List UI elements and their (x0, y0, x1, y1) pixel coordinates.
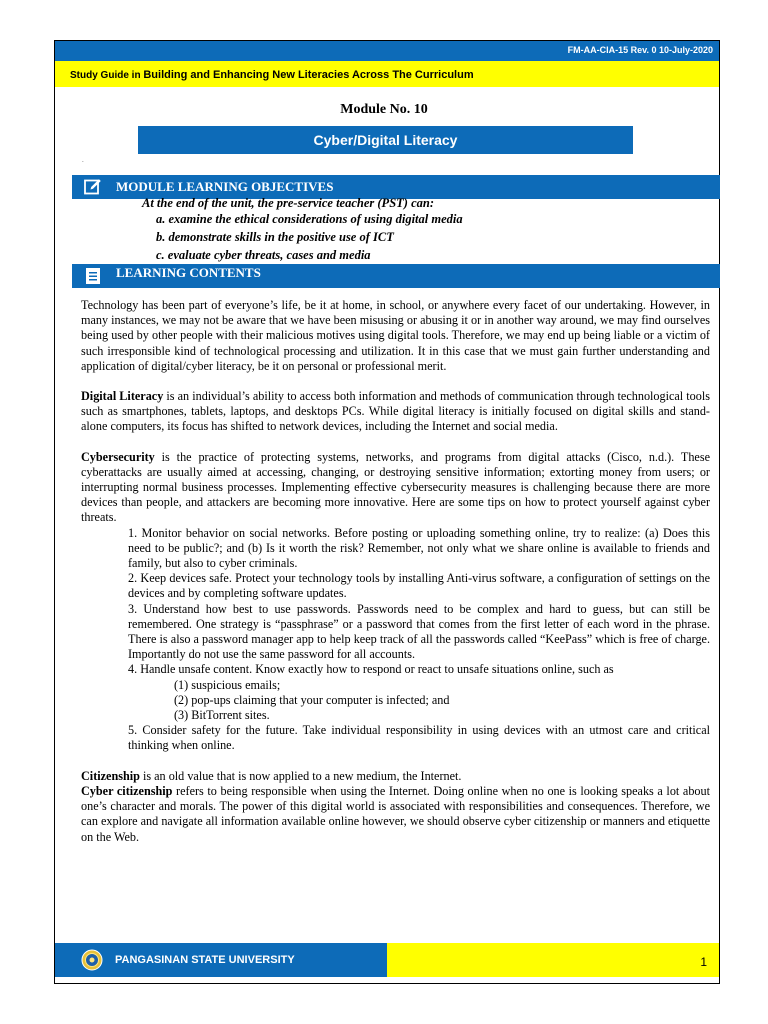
cyber-citizenship-text: refers to being responsible when using the Internet. Doing online when no one is looking speaks a lot about one’s character and morals. The power of this digital world is associated with responsibilities and consequences. Therefore, we can explore and navigate all information available online however, we should observe cyber citizenship or manners and etiquette on the Web. (81, 783, 710, 844)
citizenship-text: is an old value that is now applied to a new medium, the Internet. (139, 768, 462, 783)
learning-contents-body (81, 298, 710, 845)
cyber-citizenship-term: Cyber citizenship (81, 783, 173, 798)
contents-header (72, 264, 720, 288)
citizenship-term: Citizenship (81, 768, 140, 783)
cyber-citizenship-paragraph (81, 784, 710, 845)
university-seal-icon (81, 949, 103, 971)
unsafe-item: (1) suspicious emails; (174, 677, 281, 692)
cybersecurity-text: is the practice of protecting systems, networks, and programs from digital attacks (Cisco, n.d.). These cyberattacks are usually aimed at accessing, changing, or destroying sensitive information; extorting money from users; or interrupting normal business processes. Implementing effective cybersecurity measures is challenging because there are more devices than people, and attackers are becoming more innovative. Here are some tips on how to protect yourself against cyber threats. (81, 449, 710, 525)
footer-page-bar (387, 943, 719, 977)
study-guide-prefix: Study Guide in (70, 70, 144, 81)
objective-item: c. evaluate cyber threats, cases and media (156, 248, 371, 262)
stray-mark: . (82, 156, 84, 164)
objectives-intro: At the end of the unit, the pre-service teacher (PST) can: (142, 196, 434, 210)
footer-university-bar (55, 943, 387, 977)
form-code: FM-AA-CIA-15 Rev. 0 10-July-2020 (567, 45, 713, 55)
study-guide-title (70, 69, 474, 81)
cybersecurity-term: Cybersecurity (81, 449, 155, 464)
tip-item: 1. Monitor behavior on social networks. Before posting or uploading something online, try to realize: (a) Does this need to be public?; and (b) Is it worth the risk? Remember, not only what we share online is available to friends and family, but also to cyber criminals. (128, 525, 710, 571)
digital-literacy-paragraph (81, 389, 710, 435)
objectives-heading: MODULE LEARNING OBJECTIVES (116, 179, 334, 194)
edit-icon (84, 178, 102, 196)
tip-item: 2. Keep devices safe. Protect your technology tools by installing Anti-virus software, a configuration of settings on the devices and by completing software updates. (128, 571, 710, 601)
document-list-icon (84, 267, 102, 285)
tip-item: 3. Understand how best to use passwords. Passwords need to be complex and hard to guess, but can still be remembered. One strategy is “passphrase” or a password that comes from the first letter of each word in the phrase. There is also a password manager app to help keep track of all the passwords called “KeePass” which is free of charge. Importantly do not use the same password for all accounts. (128, 601, 710, 662)
intro-paragraph: Technology has been part of everyone’s life, be it at home, in school, or anywhere every facet of our undertaking. However, in many instances, we may not be aware that we have been misusing or abusing it or in another way around, we may find ourselves being used by other people with their malicious motives using digital tools. Therefore, we may end up being liable or a victim of such irresponsible kind of technological processing and utilization. It in this case that we must gain further understanding and application of digital/cyber literacy, be it on personal or professional merit. (81, 298, 710, 373)
objective-item: a. examine the ethical considerations of using digital media (156, 212, 463, 226)
tip-item: 5. Consider safety for the future. Take individual responsibility in using devices with an utmost care and critical thinking when online. (128, 723, 710, 753)
university-name: PANGASINAN STATE UNIVERSITY (115, 954, 295, 966)
study-guide-bar (55, 61, 719, 87)
unsafe-item: (3) BitTorrent sites. (174, 708, 270, 723)
cybersecurity-paragraph (81, 450, 710, 526)
unsafe-item: (2) pop-ups claiming that your computer is infected; and (174, 692, 450, 707)
tip-item: 4. Handle unsafe content. Know exactly how to respond or react to unsafe situations online, such as (128, 662, 614, 677)
contents-heading: LEARNING CONTENTS (116, 265, 261, 280)
page-number: 1 (700, 955, 707, 969)
digital-literacy-term: Digital Literacy (81, 389, 164, 404)
module-topic: Cyber/Digital Literacy (138, 126, 633, 154)
citizenship-paragraph (81, 769, 710, 784)
header-bar (55, 41, 719, 61)
course-title: Building and Enhancing New Literacies Across The Curriculum (143, 69, 474, 81)
digital-literacy-text: is an individual’s ability to access both information and methods of communication through technological tools such as smartphones, tablets, laptops, and desktops PCs. While digital literacy is initially focused on digital skills and stand-alone computers, its focus has shifted to network devices, including the Internet and social media. (81, 389, 710, 434)
objective-item: b. demonstrate skills in the positive use of ICT (156, 230, 394, 244)
objectives-list (156, 212, 463, 266)
module-number: Module No. 10 (340, 102, 428, 117)
